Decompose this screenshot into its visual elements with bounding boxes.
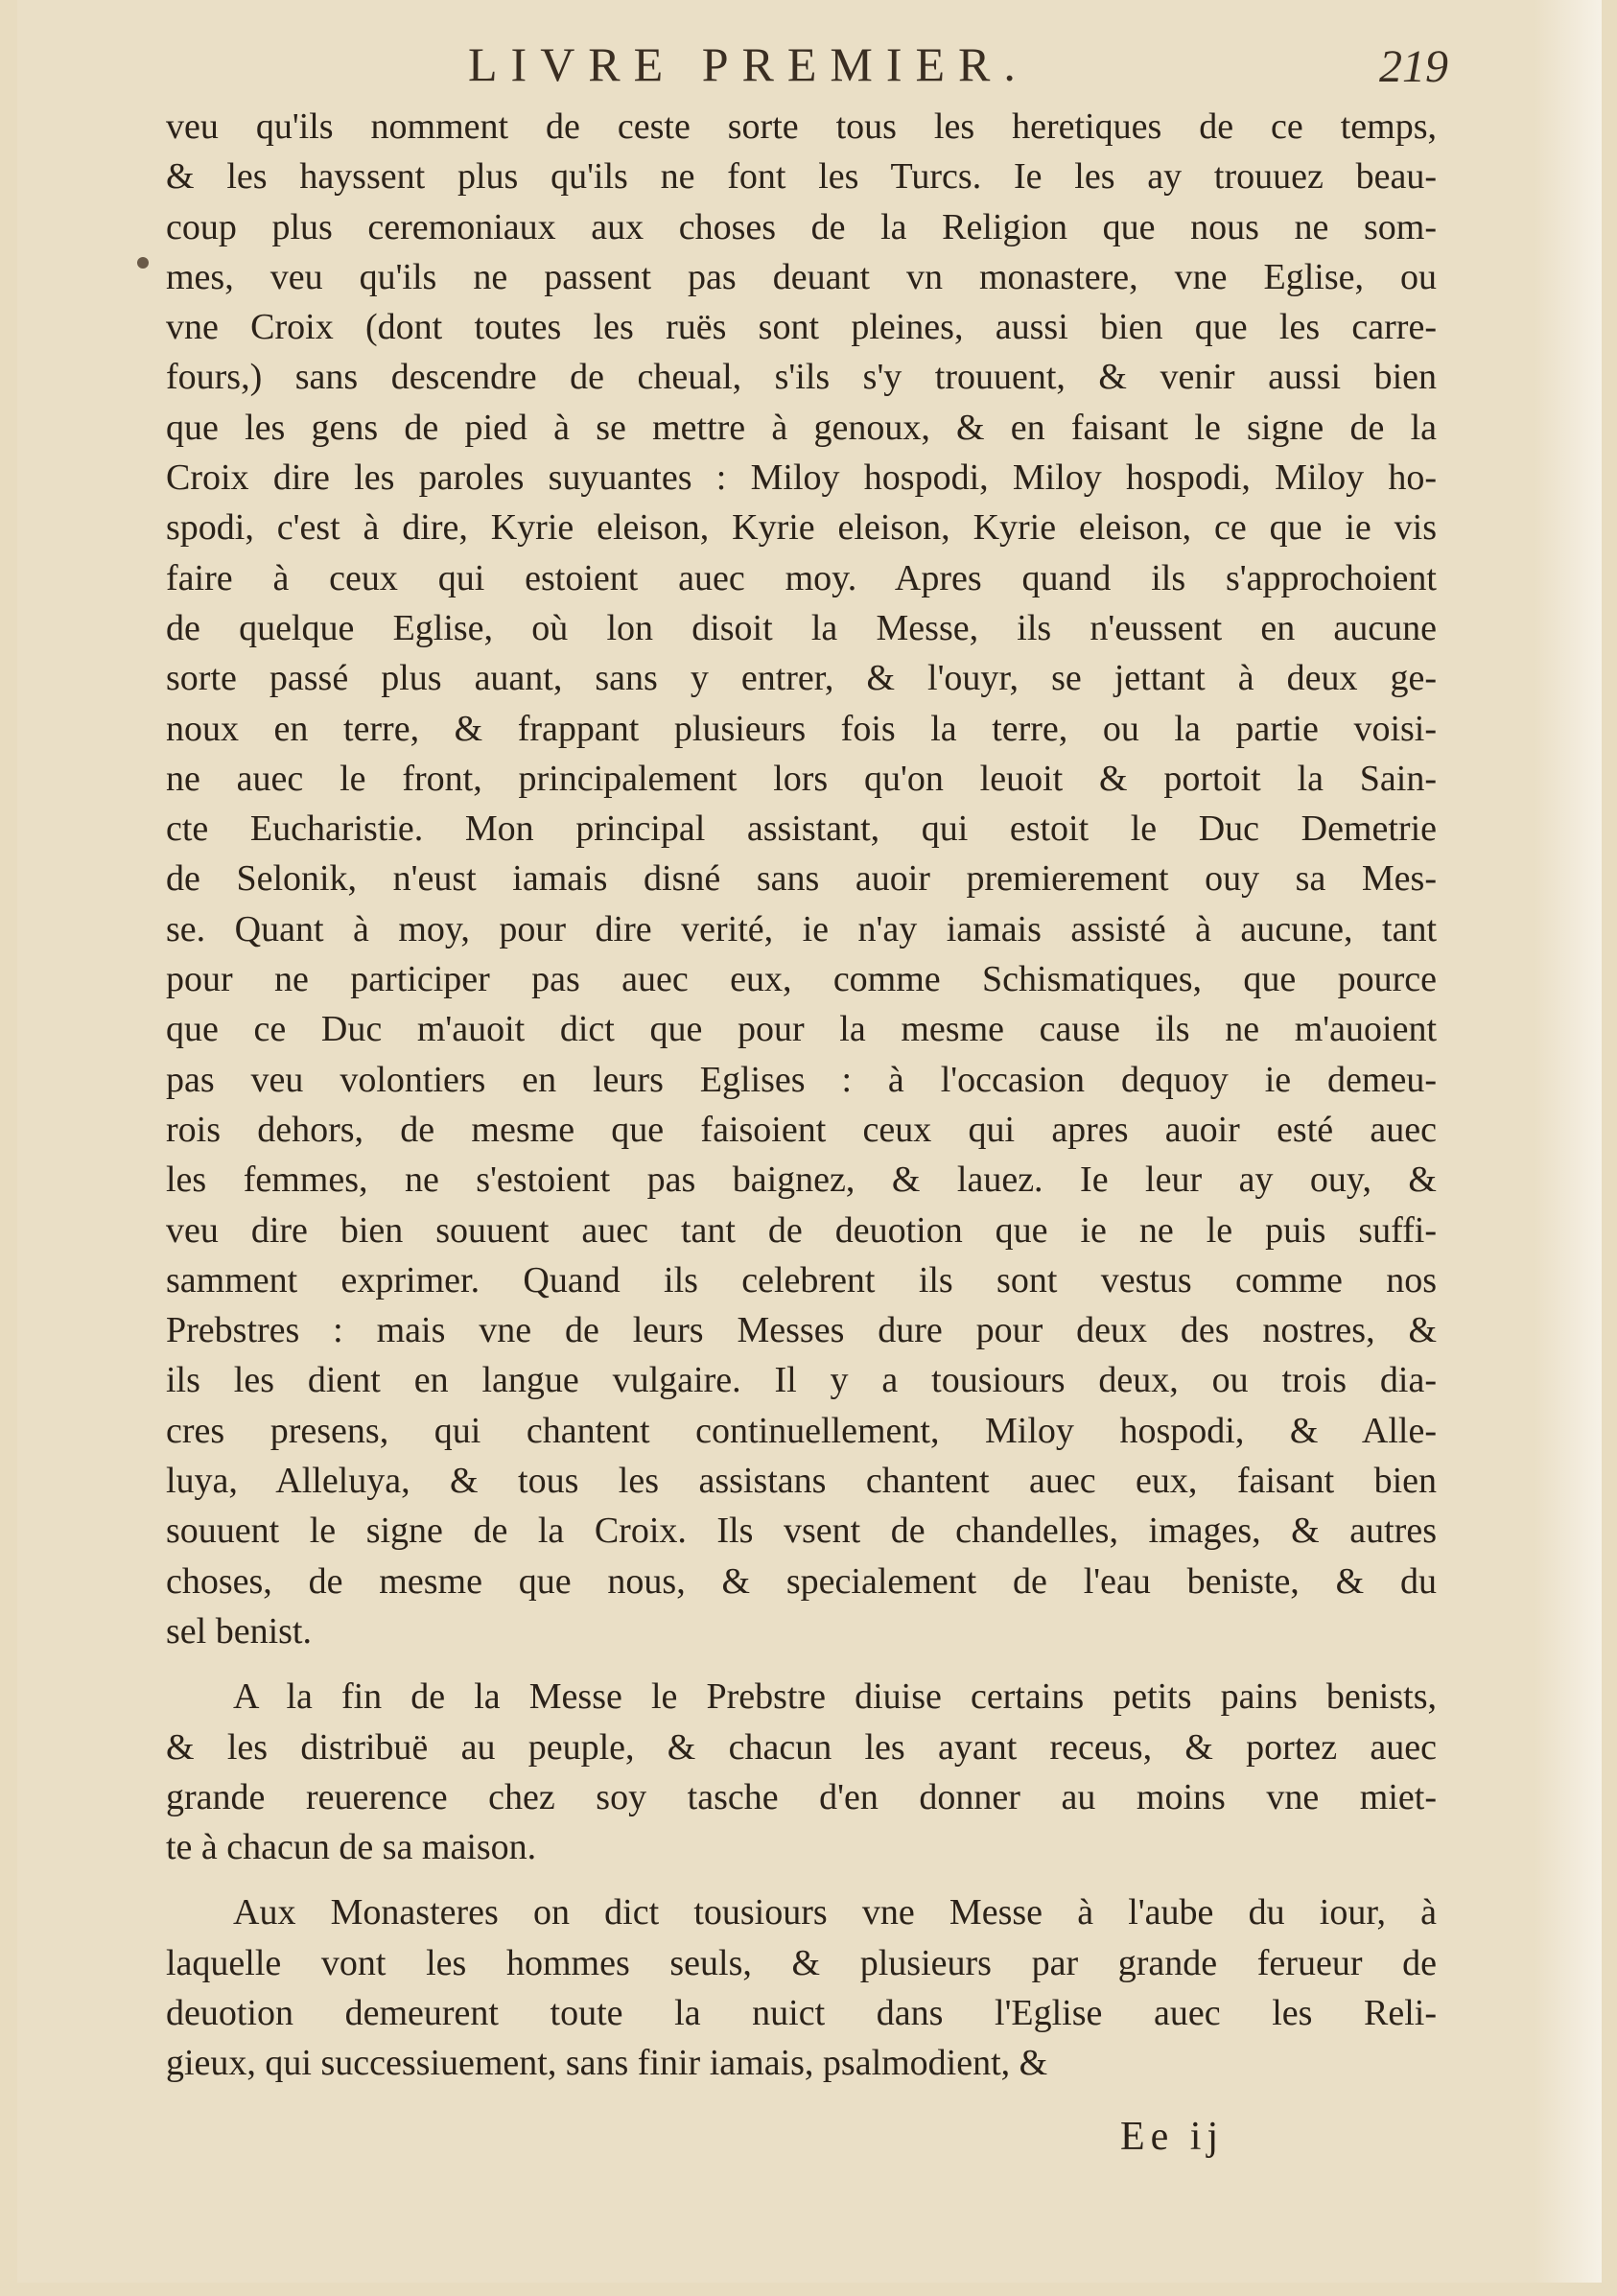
text-line: fours,) sans descendre de cheual, s'ils s'y trouuent, & venir aussi bien (166, 357, 1437, 398)
text-line: de quelque Eglise, où lon disoit la Messe, ils n'eussent en aucune (166, 607, 1437, 648)
page-number: 219 (1379, 41, 1448, 92)
text-line: choses, de mesme que nous, & specialement de l'eau beniste, & du (166, 1560, 1437, 1602)
signature-mark: Ee ij (1120, 2115, 1225, 2159)
text-line: gieux, qui successiuement, sans finir iamais, psalmodient, & (166, 2043, 1048, 2084)
text-line: pas veu volontiers en leurs Eglises : à l'occasion dequoy ie demeu- (166, 1059, 1437, 1100)
text-line: veu dire bien souuent auec tant de deuotion que ie ne le puis suffi- (166, 1209, 1437, 1251)
text-line: Croix dire les paroles suyuantes : Miloy hospodi, Miloy hospodi, Miloy ho- (166, 457, 1437, 499)
paragraph (166, 1672, 1437, 1872)
book-page (17, 0, 1602, 2283)
ink-blot (137, 257, 149, 269)
text-line: faire à ceux qui estoient auec moy. Apres quand ils s'approchoient (166, 557, 1437, 598)
text-line: samment exprimer. Quand ils celebrent ils sont vestus comme nos (166, 1259, 1437, 1300)
text-line: que les gens de pied à se mettre à genoux, & en faisant le signe de la (166, 407, 1437, 448)
text-line: se. Quant à moy, pour dire verité, ie n'ay iamais assisté à aucune, tant (166, 908, 1437, 949)
text-line: les femmes, ne s'estoient pas baignez, & lauez. Ie leur ay ouy, & (166, 1160, 1437, 1201)
text-line: sel benist. (166, 1610, 312, 1652)
text-line: ne auec le front, principalement lors qu'on leuoit & portoit la Sain- (166, 758, 1437, 799)
page-footer (17, 2114, 1602, 2167)
text-line: grande reuerence chez soy tasche d'en donner au moins vne miet- (166, 1776, 1437, 1817)
text-line: ils les dient en langue vulgaire. Il y a tousiours deux, ou trois dia- (166, 1360, 1437, 1401)
text-line: & les distribuë au peuple, & chacun les ayant receus, & portez auec (166, 1726, 1437, 1768)
text-line: pour ne participer pas auec eux, comme Schismatiques, que pource (166, 959, 1437, 1000)
text-line: veu qu'ils nomment de ceste sorte tous les heretiques de ce temps, (166, 106, 1437, 147)
text-line: luya, Alleluya, & tous les assistans chantent auec eux, faisant bien (166, 1461, 1437, 1502)
text-line: cres presens, qui chantent continuellement, Miloy hospodi, & Alle- (166, 1410, 1437, 1451)
text-line: noux en terre, & frappant plusieurs fois la terre, ou la partie voisi- (166, 708, 1437, 749)
text-line: sorte passé plus auant, sans y entrer, & l'ouyr, se jettant à deux ge- (166, 658, 1437, 699)
paragraph-gap (166, 1656, 1437, 1672)
text-line: cte Eucharistie. Mon principal assistant, qui estoit le Duc Demetrie (166, 808, 1437, 850)
paragraph-gap (166, 1872, 1437, 1887)
running-head: LIVRE PREMIER. (468, 37, 1029, 91)
text-line: te à chacun de sa maison. (166, 1827, 537, 1868)
text-line: A la fin de la Messe le Prebstre diuise certains petits pains benists, (233, 1676, 1437, 1718)
text-line: laquelle vont les hommes seuls, & plusieurs par grande ferueur de (166, 1942, 1437, 1983)
text-line: de Selonik, n'eust iamais disné sans auoir premierement ouy sa Mes- (166, 858, 1437, 900)
paragraph (166, 1887, 1437, 2088)
text-line: Prebstres : mais vne de leurs Messes dure pour deux des nostres, & (166, 1310, 1437, 1351)
text-line: souuent le signe de la Croix. Ils vsent de chandelles, images, & autres (166, 1511, 1437, 1552)
text-line: spodi, c'est à dire, Kyrie eleison, Kyrie eleison, Kyrie eleison, ce que ie vis (166, 507, 1437, 549)
text-line: mes, veu qu'ils ne passent pas deuant vn monastere, vne Eglise, ou (166, 256, 1437, 297)
body-text (166, 102, 1437, 2089)
text-line: & les hayssent plus qu'ils ne font les Turcs. Ie les ay trouuez beau- (166, 156, 1437, 198)
page-header (17, 36, 1602, 94)
paragraph (166, 102, 1437, 1656)
text-line: que ce Duc m'auoit dict que pour la mesme cause ils ne m'auoient (166, 1009, 1437, 1050)
text-line: vne Croix (dont toutes les ruës sont pleines, aussi bien que les carre- (166, 307, 1437, 348)
text-line: Aux Monasteres on dict tousiours vne Messe à l'aube du iour, à (233, 1892, 1437, 1933)
text-line: deuotion demeurent toute la nuict dans l'Eglise auec les Reli- (166, 1992, 1437, 2033)
text-line: coup plus ceremoniaux aux choses de la Religion que nous ne som- (166, 206, 1437, 247)
text-line: rois dehors, de mesme que faisoient ceux qui apres auoir esté auec (166, 1109, 1437, 1150)
